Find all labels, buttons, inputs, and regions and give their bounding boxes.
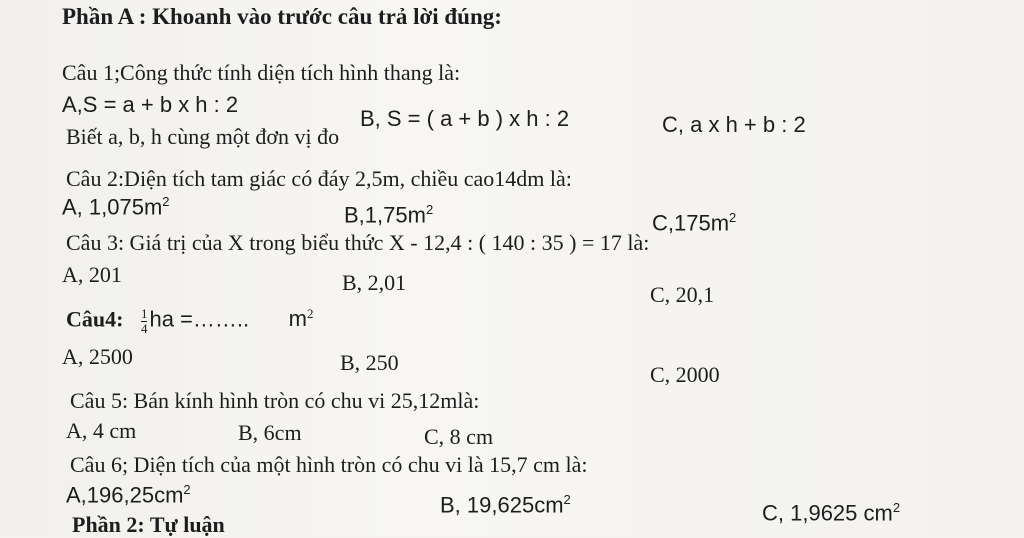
q6-option-c bbox=[762, 500, 900, 526]
q2-option-c-text: C,175m bbox=[652, 210, 730, 236]
q4-frac-num: 1 bbox=[140, 305, 148, 321]
q6-option-c-text: C, 1,9625 cm bbox=[762, 500, 893, 526]
q2-option-c bbox=[652, 210, 736, 236]
q2-option-a bbox=[62, 194, 170, 220]
q5-question: Câu 5: Bán kính hình tròn có chu vi 25,12mlà: bbox=[70, 388, 480, 413]
section-2-title: Phần 2: Tự luận bbox=[72, 512, 225, 537]
q6-option-b-sup: 2 bbox=[563, 492, 571, 507]
q2-option-c-sup: 2 bbox=[729, 210, 737, 225]
q4-option-b: B, 250 bbox=[340, 350, 399, 375]
q4-expression: ha =…….. bbox=[149, 306, 250, 332]
q1-note: Biết a, b, h cùng một đơn vị đo bbox=[66, 124, 340, 149]
q4-option-a: A, 2500 bbox=[62, 344, 133, 369]
q3-option-b: B, 2,01 bbox=[342, 270, 407, 295]
q5-option-c: C, 8 cm bbox=[424, 424, 494, 449]
q6-question: Câu 6; Diện tích của một hình tròn có chu vi là 15,7 cm là: bbox=[70, 452, 588, 477]
q6-option-a bbox=[66, 482, 191, 508]
q4-label: Câu4: bbox=[66, 306, 124, 332]
q3-option-c: C, 20,1 bbox=[650, 282, 715, 307]
q6-option-b-text: B, 19,625cm bbox=[440, 492, 564, 518]
q6-option-a-text: A,196,25cm bbox=[66, 482, 184, 508]
q5-option-b: B, 6cm bbox=[238, 420, 302, 445]
q3-question: Câu 3: Giá trị của X trong biểu thức X - 12,4 : ( 140 : 35 ) = 17 là: bbox=[66, 230, 650, 255]
q5-option-a: A, 4 cm bbox=[66, 418, 137, 443]
q2-option-a-sup: 2 bbox=[162, 194, 170, 209]
q4-unit: m bbox=[288, 306, 307, 332]
q1-question: Câu 1;Công thức tính diện tích hình thang là: bbox=[62, 60, 461, 85]
q4-line bbox=[66, 306, 313, 336]
q4-fraction bbox=[141, 307, 148, 336]
section-a-title: Phần A : Khoanh vào trước câu trả lời đúng: bbox=[62, 4, 502, 29]
q4-frac-den: 4 bbox=[140, 320, 148, 336]
q3-option-a: A, 201 bbox=[62, 262, 122, 287]
q1-option-a: A,S = a + b x h : 2 bbox=[62, 92, 239, 117]
q6-option-b bbox=[440, 492, 571, 518]
q2-option-a-text: A, 1,075m bbox=[62, 194, 163, 220]
q6-option-a-sup: 2 bbox=[183, 482, 191, 497]
q4-option-c: C, 2000 bbox=[650, 362, 720, 387]
q6-option-c-sup: 2 bbox=[892, 500, 901, 515]
q2-option-b bbox=[344, 202, 433, 228]
q2-option-b-sup: 2 bbox=[425, 202, 434, 217]
q4-unit-sup: 2 bbox=[306, 306, 314, 321]
q1-option-c: C, a x h + b : 2 bbox=[662, 112, 806, 137]
q2-question: Câu 2:Diện tích tam giác có đáy 2,5m, chiều cao14dm là: bbox=[66, 166, 572, 191]
q1-option-b: B, S = ( a + b ) x h : 2 bbox=[360, 106, 570, 131]
q2-option-b-text: B,1,75m bbox=[344, 202, 426, 228]
